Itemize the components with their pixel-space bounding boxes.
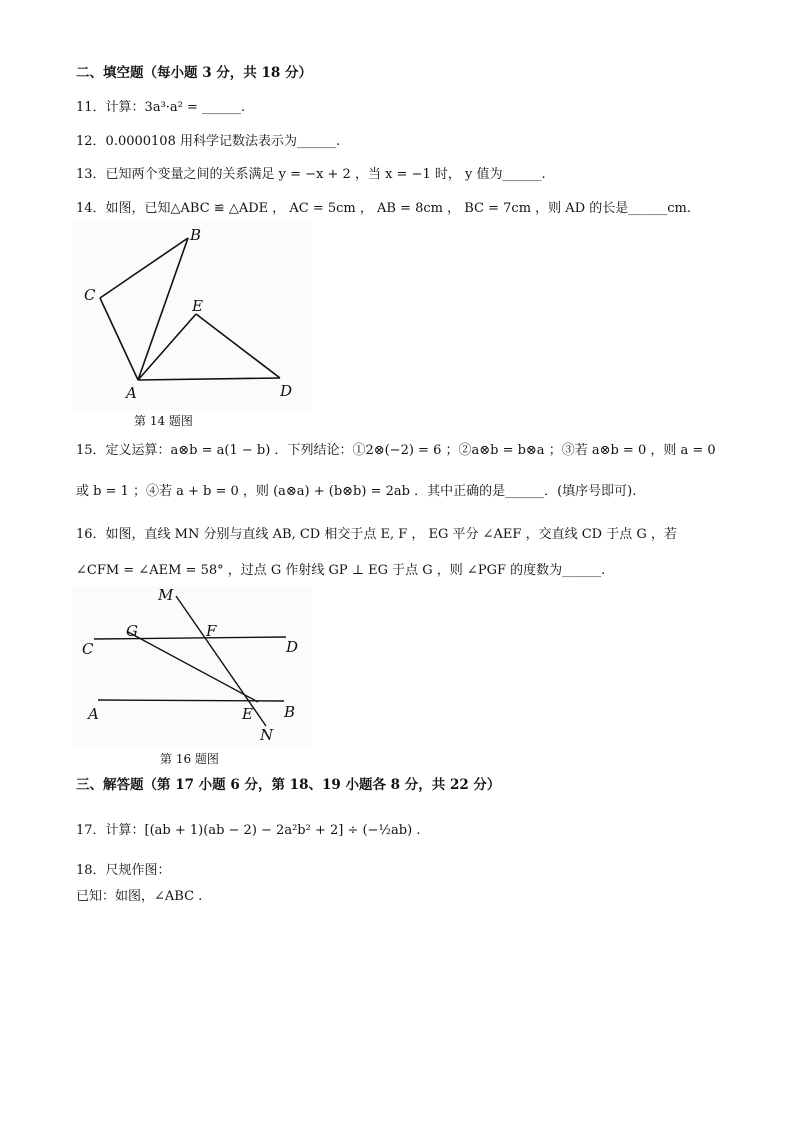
label-B: B — [284, 703, 296, 721]
question-18-given: 已知：如图，∠ABC . — [76, 889, 203, 904]
label-E: E — [242, 705, 253, 723]
question-13: 13．已知两个变量之间的关系满足 y = −x + 2 ，当 x = −1 时， y 值为______. — [76, 167, 546, 182]
figure-16-caption: 第 16 题图 — [160, 752, 219, 766]
question-18: 18．尺规作图： — [76, 863, 171, 878]
label-A: A — [126, 384, 137, 402]
question-12: 12．0.0000108 用科学记数法表示为______. — [76, 134, 341, 149]
label-D: D — [286, 638, 299, 656]
label-C: C — [82, 640, 94, 658]
label-D: D — [280, 382, 293, 400]
label-G: G — [126, 622, 138, 640]
question-15-line2: 或 b = 1 ；④若 a + b = 0 ，则 (a⊗a) + (b⊗b) = 2ab ．其中正确的是______．(填序号即可). — [76, 484, 637, 499]
question-16-line2: ∠CFM = ∠AEM = 58° ，过点 G 作射线 GP ⊥ EG 于点 G ，则 ∠PGF 的度数为______. — [76, 563, 606, 578]
question-16-line1: 16．如图，直线 MN 分别与直线 AB, CD 相交于点 E, F ， EG 平分 ∠AEF ，交直线 CD 于点 G ，若 — [76, 527, 677, 542]
label-M: M — [158, 586, 174, 604]
figure-14 — [72, 220, 312, 410]
question-14: 14．如图，已知△ABC ≌ △ADE ， AC = 5cm ， AB = 8cm ， BC = 7cm ，则 AD 的长是______cm. — [76, 201, 691, 216]
label-B: B — [190, 226, 202, 244]
label-C: C — [84, 286, 96, 304]
figure-16 — [72, 586, 312, 746]
section2-heading: 二、填空题（每小题 3 分，共 18 分） — [76, 65, 312, 81]
section3-heading: 三、解答题（第 17 小题 6 分，第 18、19 小题各 8 分，共 22 分） — [76, 777, 501, 793]
figure-14-caption: 第 14 题图 — [134, 414, 193, 428]
question-17: 17．计算：[(ab + 1)(ab − 2) − 2a²b² + 2] ÷ (−½ab) . — [76, 823, 421, 838]
label-F: F — [206, 622, 217, 640]
question-11: 11．计算：3a³·a² = ______. — [76, 100, 246, 115]
label-N: N — [260, 726, 274, 744]
question-15-line1: 15．定义运算：a⊗b = a(1 − b) ．下列结论：①2⊗(−2) = 6 ；②a⊗b = b⊗a ；③若 a⊗b = 0 ，则 a = 0 — [76, 443, 716, 458]
label-E: E — [192, 297, 203, 315]
label-A: A — [88, 705, 99, 723]
